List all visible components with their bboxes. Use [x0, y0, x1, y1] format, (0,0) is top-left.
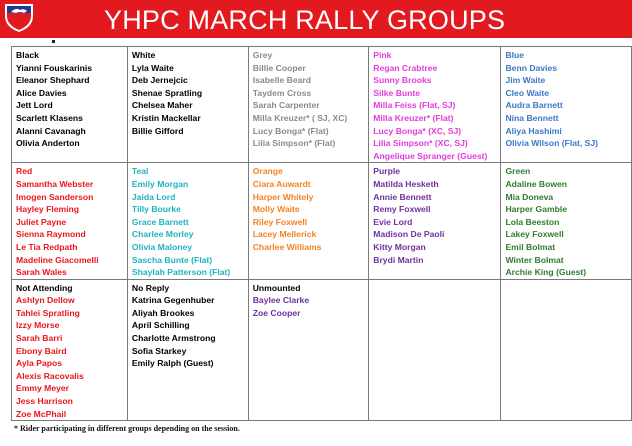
- member-list: [373, 178, 496, 266]
- member-name: Grace Barnett: [131, 216, 189, 227]
- group-cell-orange: [248, 163, 369, 279]
- group-cell-no-reply: [127, 279, 248, 421]
- member-list: [16, 62, 123, 150]
- member-name: Ebony Baird: [16, 345, 67, 356]
- member-name: Alice Davies: [16, 87, 67, 98]
- group-cell-unmounted: [248, 279, 369, 421]
- member-name: Zoe Cooper: [252, 307, 301, 318]
- member-name: Alexis Racovalis: [16, 370, 84, 381]
- member-name: Baylee Clarke: [252, 295, 310, 306]
- page-title: YHPC MARCH RALLY GROUPS: [104, 5, 506, 35]
- member-name: Evie Lord: [373, 216, 413, 227]
- member-name: Tilly Bourke: [131, 204, 181, 215]
- member-name: Aliyah Brookes: [131, 307, 195, 318]
- member-name: Tahlei Spratling: [16, 307, 80, 318]
- member-list: [373, 62, 496, 163]
- stray-mark: [52, 40, 55, 43]
- member-name: Silke Bunte: [373, 87, 421, 98]
- title-banner: [0, 0, 632, 38]
- member-name: Billie Cooper: [252, 62, 306, 73]
- member-name: Sunny Brooks: [373, 75, 432, 86]
- member-list: [505, 178, 627, 279]
- member-name: Shaylah Patterson (Flat): [131, 267, 231, 278]
- member-name: Madeline Giacomelli: [16, 254, 99, 265]
- member-name: Molly Waite: [252, 204, 300, 215]
- member-name: Eleanor Shephard: [16, 75, 90, 86]
- member-name: Lilia Simpson* (Flat): [252, 138, 336, 149]
- group-cell-not-attending: [12, 279, 128, 421]
- member-list: [253, 178, 365, 254]
- member-name: Lyla Waite: [131, 62, 174, 73]
- member-list: [253, 294, 365, 319]
- member-name: Kitty Morgan: [373, 241, 426, 252]
- member-list: [16, 294, 123, 420]
- member-name: Emily Ralph (Guest): [131, 358, 214, 369]
- member-name: Sienna Raymond: [16, 229, 86, 240]
- member-name: Lucy Bonga* (XC, SJ): [373, 125, 462, 136]
- member-name: Cleo Waite: [505, 87, 550, 98]
- group-cell-teal: [127, 163, 248, 279]
- group-cell-blue: [501, 47, 632, 163]
- group-cell-pink: [369, 47, 501, 163]
- group-heading: Blue: [505, 50, 525, 60]
- member-name: Lucy Bonga* (Flat): [252, 125, 329, 136]
- member-name: Adaline Bowen: [505, 178, 568, 189]
- group-cell-purple: [369, 163, 501, 279]
- member-name: Nina Bennett: [505, 112, 559, 123]
- member-name: Chelsea Maher: [131, 100, 193, 111]
- member-name: Emmy Meyer: [16, 383, 70, 394]
- member-name: Lacey Mellerick: [252, 229, 317, 240]
- yhpc-shield-logo: [2, 1, 36, 33]
- group-cell-green: [501, 163, 632, 279]
- table-row: [12, 279, 632, 421]
- member-name: Annie Bennett: [373, 191, 432, 202]
- member-name: Emil Bolmat: [505, 241, 556, 252]
- member-name: Samantha Webster: [16, 178, 94, 189]
- member-name: Olivia Wilson (Flat, SJ): [505, 138, 599, 149]
- member-name: Billie Gifford: [131, 125, 184, 136]
- group-heading: Grey: [252, 50, 273, 60]
- member-name: Shenae Spratling: [131, 87, 203, 98]
- member-name: Olivia Maloney: [131, 241, 193, 252]
- member-name: Remy Foxwell: [373, 204, 431, 215]
- member-name: Jim Waite: [505, 75, 546, 86]
- member-name: Riley Foxwell: [252, 216, 308, 227]
- member-name: Yianni Fouskarinis: [16, 62, 93, 73]
- group-heading: White: [131, 50, 156, 60]
- member-name: Aliya Hashimi: [505, 125, 562, 136]
- member-name: Matilda Hesketh: [373, 178, 439, 189]
- member-name: Ayla Papos: [16, 358, 63, 369]
- member-name: Jaida Lord: [131, 191, 176, 202]
- member-name: Katrina Gegenhuber: [131, 295, 215, 306]
- member-name: Alanni Cavanagh: [16, 125, 86, 136]
- member-name: Juliet Payne: [16, 216, 67, 227]
- member-name: Jess Harrison: [16, 396, 73, 407]
- member-name: Sascha Bunte (Flat): [131, 254, 213, 265]
- member-list: [16, 178, 123, 279]
- member-name: Milla Kreuzer* ( SJ, XC): [252, 112, 348, 123]
- member-name: Imogen Sanderson: [16, 191, 94, 202]
- member-name: Brydi Martin: [373, 254, 424, 265]
- member-name: Isabelle Beard: [252, 75, 311, 86]
- member-name: Milla Kreuzer* (Flat): [373, 112, 454, 123]
- member-name: Regan Crabtree: [373, 62, 438, 73]
- member-name: Winter Bolmat: [505, 254, 564, 265]
- group-cell-red: [12, 163, 128, 279]
- member-name: Zoe McPhail: [16, 408, 67, 419]
- member-list: [132, 294, 244, 370]
- group-heading: Black: [16, 50, 39, 60]
- member-name: Charlee Williams: [252, 241, 322, 252]
- group-cell-grey: [248, 47, 369, 163]
- member-name: April Schilling: [131, 320, 190, 331]
- member-list: [253, 62, 365, 150]
- member-name: Deb Jernejcic: [131, 75, 188, 86]
- member-name: Mia Doneva: [505, 191, 554, 202]
- group-heading: Red: [16, 166, 33, 177]
- table-row: [12, 47, 632, 163]
- member-name: Emily Morgan: [131, 178, 189, 189]
- member-name: Ashlyn Dellow: [16, 295, 75, 306]
- member-name: Ciara Auwardt: [252, 178, 311, 189]
- table-row: [12, 163, 632, 279]
- group-cell-empty: [501, 279, 632, 421]
- member-name: Harper Whitely: [252, 191, 314, 202]
- member-name: Benn Davies: [505, 62, 558, 73]
- member-name: Sofia Starkey: [131, 345, 187, 356]
- group-heading: Teal: [131, 166, 149, 177]
- group-heading: Unmounted: [252, 282, 301, 293]
- member-name: Lilia Simpson* (XC, SJ): [373, 138, 468, 149]
- member-name: Milla Feiss (Flat, SJ): [373, 100, 456, 111]
- group-heading: No Reply: [131, 282, 170, 293]
- member-name: Sarah Barri: [16, 333, 63, 344]
- member-name: Charlee Morley: [131, 229, 194, 240]
- member-name: Jett Lord: [16, 100, 53, 111]
- group-heading: Purple: [373, 166, 400, 177]
- member-name: Angelique Spranger (Guest): [373, 150, 488, 161]
- group-heading: Not Attending: [16, 282, 73, 293]
- member-name: Madison De Paoli: [373, 229, 445, 240]
- member-name: Izzy Morse: [16, 320, 60, 331]
- member-name: Olivia Anderton: [16, 138, 80, 149]
- group-cell-empty: [369, 279, 501, 421]
- member-name: Harper Gamble: [505, 204, 568, 215]
- member-name: Archie King (Guest): [505, 267, 587, 278]
- footnote: * Rider participating in different groups depending on the session.: [14, 424, 240, 433]
- group-heading: Orange: [252, 166, 283, 177]
- group-cell-black: [12, 47, 128, 163]
- member-name: Kristin Mackellar: [131, 112, 201, 123]
- member-name: Lakey Foxwell: [505, 229, 564, 240]
- member-list: [505, 62, 627, 150]
- member-name: Lola Beeston: [505, 216, 560, 227]
- member-list: [132, 178, 244, 279]
- member-name: Audra Barnett: [505, 100, 563, 111]
- group-cell-white: [127, 47, 248, 163]
- groups-table: [11, 46, 632, 421]
- member-name: Hayley Fleming: [16, 204, 80, 215]
- member-name: Scarlett Klasens: [16, 112, 83, 123]
- member-name: Charlotte Armstrong: [131, 333, 216, 344]
- member-list: [132, 62, 244, 138]
- member-name: Taydem Cross: [252, 87, 312, 98]
- member-name: Le Tia Redpath: [16, 241, 78, 252]
- member-name: Sarah Carpenter: [252, 100, 320, 111]
- group-heading: Pink: [373, 50, 392, 60]
- member-name: Sarah Wales: [16, 267, 67, 278]
- group-heading: Green: [505, 166, 531, 177]
